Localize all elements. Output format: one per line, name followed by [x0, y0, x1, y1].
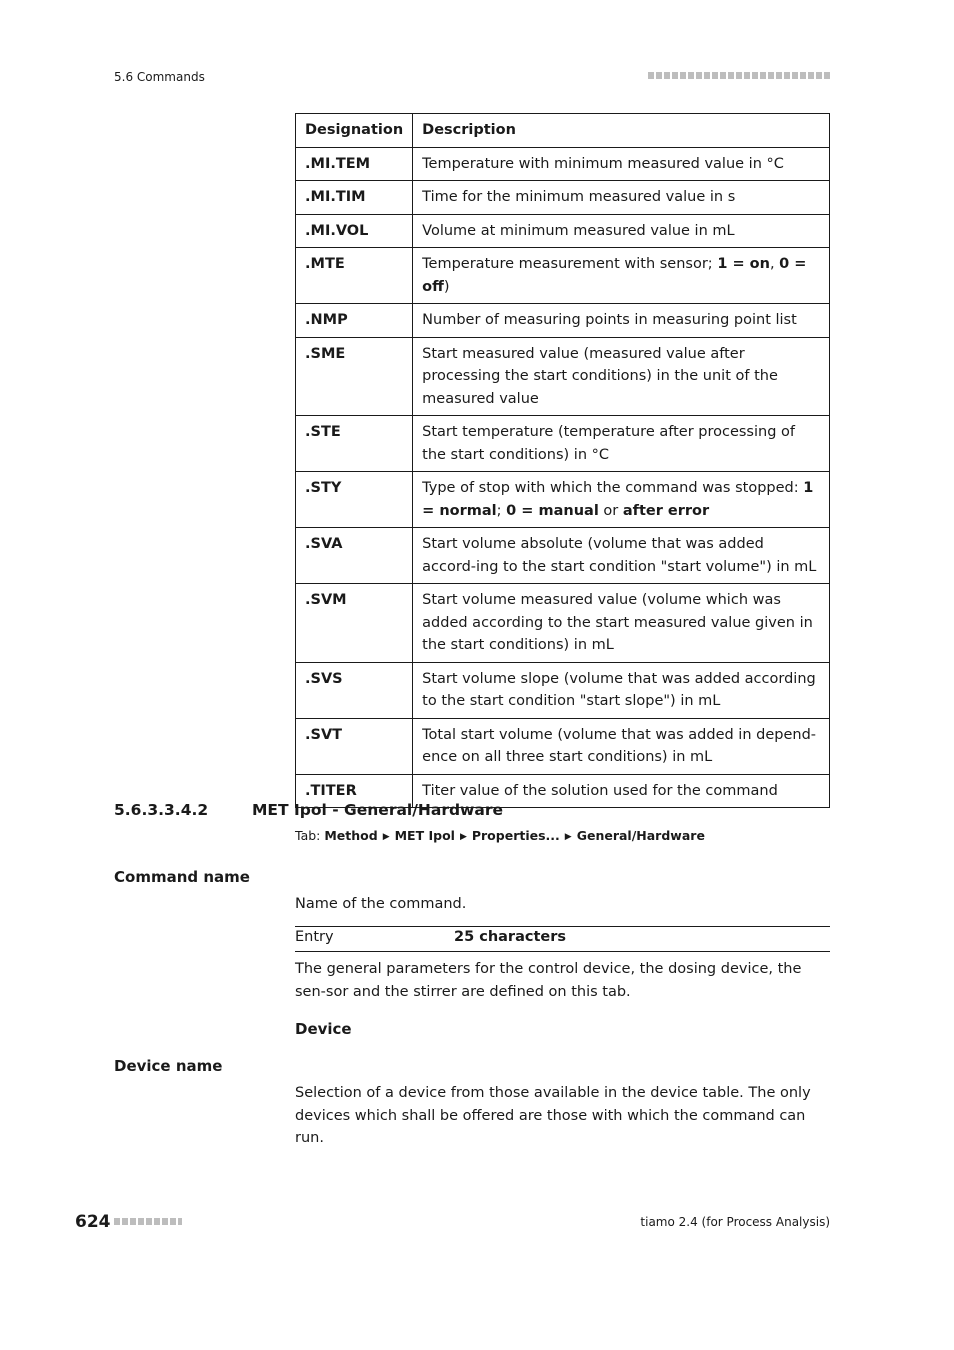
description-cell: Total start volume (volume that was added in depend-ence on all three start conditions) in mL: [413, 718, 830, 774]
table-row: [296, 718, 830, 774]
tab-path-item: MET Ipol: [394, 828, 455, 843]
designation-cell: .SME: [296, 337, 413, 416]
designation-cell: .MTE: [296, 248, 413, 304]
designation-cell: .MI.TIM: [296, 181, 413, 215]
description-cell: [413, 472, 830, 528]
table-row: [296, 662, 830, 718]
description-cell: Start volume measured value (volume which was added according to the start measured value given in the start conditions) in mL: [413, 584, 830, 663]
entry-row: [295, 926, 830, 952]
entry-value: 25 characters: [454, 929, 567, 945]
table-row: [296, 214, 830, 248]
description-fragment: Temperature measurement with sensor;: [422, 256, 718, 272]
section-title: MET Ipol - General/Hardware: [252, 801, 503, 819]
table-row: [296, 304, 830, 338]
designation-cell: .NMP: [296, 304, 413, 338]
description-cell: Start volume absolute (volume that was added accord-ing to the start condition "start volume") in mL: [413, 528, 830, 584]
description-fragment: 1 = normal: [422, 480, 814, 519]
device-heading: Device: [295, 1020, 352, 1038]
designation-table: [295, 113, 830, 808]
description-cell: Volume at minimum measured value in mL: [413, 214, 830, 248]
general-parameters-text: The general parameters for the control device, the dosing device, the sen-sor and the stirrer are defined on this tab.: [295, 961, 802, 1000]
command-name-label: Command name: [114, 868, 250, 886]
arrow-right-icon: ▶: [564, 832, 572, 842]
tab-path-item: General/Hardware: [576, 828, 705, 843]
table-row: [296, 248, 830, 304]
description-fragment: ,: [769, 256, 780, 272]
description-fragment: 1 = on: [717, 256, 770, 272]
tab-path-item: Properties...: [471, 828, 560, 843]
running-header-section: 5.6 Commands: [114, 70, 205, 84]
page-number: 624: [75, 1212, 111, 1232]
designation-cell: .SVM: [296, 584, 413, 663]
designation-cell: .SVA: [296, 528, 413, 584]
description-cell: Number of measuring points in measuring point list: [413, 304, 830, 338]
arrow-right-icon: ▶: [382, 832, 390, 842]
section-number: 5.6.3.3.4.2: [114, 801, 209, 819]
table-row: [296, 416, 830, 472]
description-fragment: Type of stop with which the command was stopped:: [422, 480, 804, 496]
description-fragment: ): [443, 278, 450, 295]
table-header-row: [296, 114, 830, 148]
footer-decoration: [114, 1218, 182, 1225]
description-fragment: after error: [622, 502, 710, 519]
tab-path: [295, 828, 705, 843]
tab-path-item: Method: [324, 828, 378, 843]
table-row: [296, 147, 830, 181]
arrow-right-icon: ▶: [459, 832, 467, 842]
description-cell: Start volume slope (volume that was added according to the start condition "start slope") in mL: [413, 662, 830, 718]
description-fragment: or: [598, 502, 623, 519]
designation-cell: .SVS: [296, 662, 413, 718]
designation-cell: .MI.TEM: [296, 147, 413, 181]
column-header-description: Description: [413, 114, 830, 148]
description-fragment: 0 = off: [422, 256, 807, 295]
designation-cell: .STY: [296, 472, 413, 528]
device-name-label: Device name: [114, 1057, 223, 1075]
tab-prefix: Tab:: [295, 828, 321, 843]
entry-key: Entry: [295, 929, 334, 945]
table-row: [296, 337, 830, 416]
table-row: [296, 472, 830, 528]
designation-cell: .MI.VOL: [296, 214, 413, 248]
description-cell: Temperature with minimum measured value in °C: [413, 147, 830, 181]
description-cell: Time for the minimum measured value in s: [413, 181, 830, 215]
header-decoration: [648, 72, 830, 79]
description-cell: Start measured value (measured value after processing the start conditions) in the unit of the measured value: [413, 337, 830, 416]
column-header-designation: Designation: [296, 114, 413, 148]
designation-cell: .SVT: [296, 718, 413, 774]
description-cell: [413, 248, 830, 304]
description-fragment: 0 = manual: [506, 502, 599, 519]
designation-cell: .STE: [296, 416, 413, 472]
description-fragment: ;: [496, 502, 507, 519]
description-cell: Titer value of the solution used for the command: [413, 774, 830, 808]
footer-product: tiamo 2.4 (for Process Analysis): [640, 1215, 830, 1229]
designation-cell: .TITER: [296, 774, 413, 808]
device-name-description: Selection of a device from those available in the device table. The only devices which shall be offered are those with which the command can run.: [295, 1085, 811, 1146]
description-cell: Start temperature (temperature after processing of the start conditions) in °C: [413, 416, 830, 472]
command-name-description: Name of the command.: [295, 896, 467, 912]
table-row: [296, 181, 830, 215]
table-row: [296, 584, 830, 663]
table-row: [296, 528, 830, 584]
